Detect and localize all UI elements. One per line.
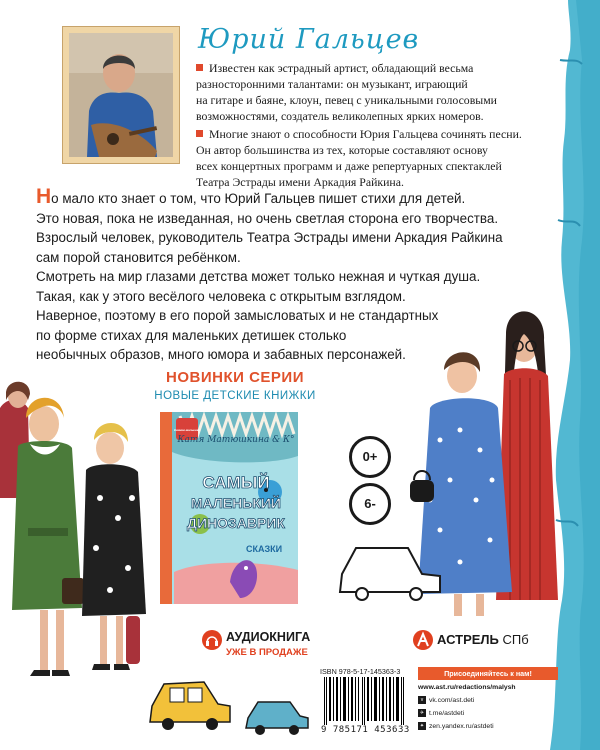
car-drawing-outline bbox=[336, 542, 446, 604]
barcode-number: 9 785171 453633 bbox=[321, 725, 410, 735]
join-banner: Присоединяйтесь к нам! bbox=[418, 667, 558, 680]
publisher-logo-icon bbox=[412, 629, 434, 651]
bio-paragraph-2: Многие знают о способности Юрия Гальцева сочинять песни. Он автор большинства из тех, которые составляют основу всех концертных программ и даже репертуарных спектаклей Театра Эстрады имени Аркадия Райкина. bbox=[196, 127, 522, 189]
barcode bbox=[322, 677, 408, 725]
website-link[interactable]: www.ast.ru/redactions/malysh bbox=[418, 683, 516, 691]
social-link-vk[interactable]: v vk.com/ast.deti bbox=[418, 694, 558, 706]
author-portrait bbox=[69, 33, 173, 157]
isbn-label: ISBN 978-5-17-145363-3 bbox=[320, 667, 401, 676]
dropcap: Н bbox=[36, 185, 52, 208]
book-imprint: Книжки-малышки bbox=[173, 428, 201, 432]
vk-icon: v bbox=[418, 696, 426, 704]
social-link-zen[interactable]: ✦ zen.yandex.ru/astdeti bbox=[419, 722, 494, 730]
age-rating-badge-secondary: 6- bbox=[349, 483, 391, 525]
bio-paragraph-1: Известен как эстрадный артист, обладающий весьма разносторонними талантами: он музыкант, играющий на гитаре и баяне, клоун, певец с уникальными голосовыми возможностями, создатель великолепных ярких номеров. bbox=[196, 61, 497, 123]
bullet-icon bbox=[196, 64, 203, 71]
audiobook-icon bbox=[201, 629, 223, 651]
series-subtitle: НОВЫЕ ДЕТСКИЕ КНИЖКИ bbox=[154, 390, 316, 402]
intro-text: Но мало кто знает о том, что Юрий Гальцев пишет стихи для детей. Это новая, пока не изведанная, но очень светлая сторона его творчества. Взрослый человек, руководитель Театра Эстрады имени Аркадия Райкина сам порой становится ребёнком. Смотреть на мир глазами детства может только нежная и чуткая душа. Такая, как у этого весёлого человека с открытым взглядом. Наверное, поэтому в его порой замысловатых и не стандартных по форме стихах для маленьких детишек столько необычных образов, много юмора и забавных персонажей. bbox=[36, 185, 503, 362]
book-title-line-1: САМЫЙ bbox=[202, 473, 270, 492]
telegram-icon: ✈ bbox=[419, 710, 425, 716]
author-name: Юрий Гальцев bbox=[198, 24, 420, 55]
bullet-icon bbox=[196, 130, 203, 137]
author-portrait-frame bbox=[62, 26, 180, 164]
book-genre: СКАЗКИ bbox=[245, 544, 283, 554]
audiobook-label: АУДИОКНИГА bbox=[226, 630, 311, 644]
car-drawing-blue bbox=[244, 696, 310, 736]
author-photo bbox=[69, 33, 173, 157]
book-title-line-2: МАЛЕНЬКИЙ bbox=[191, 495, 281, 511]
characters-left-illustration bbox=[0, 378, 160, 708]
age-rating-badge: 0+ bbox=[349, 436, 391, 478]
book-title-line-3: ДИНОЗАВРИК bbox=[187, 515, 285, 531]
car-drawing-yellow bbox=[148, 676, 232, 732]
book-cover[interactable] bbox=[160, 412, 298, 604]
social-links-panel bbox=[418, 667, 558, 743]
series-title: НОВИНКИ СЕРИИ bbox=[166, 369, 304, 386]
social-link-telegram[interactable]: ✈ t.me/astdeti bbox=[419, 709, 465, 717]
audiobook-sublabel: УЖЕ В ПРОДАЖЕ bbox=[226, 647, 308, 658]
book-author: Катя Матюшкина & К° bbox=[177, 435, 295, 445]
publisher-name: АСТРЕЛЬ СПб bbox=[437, 632, 529, 647]
zen-icon: ✦ bbox=[419, 723, 425, 729]
